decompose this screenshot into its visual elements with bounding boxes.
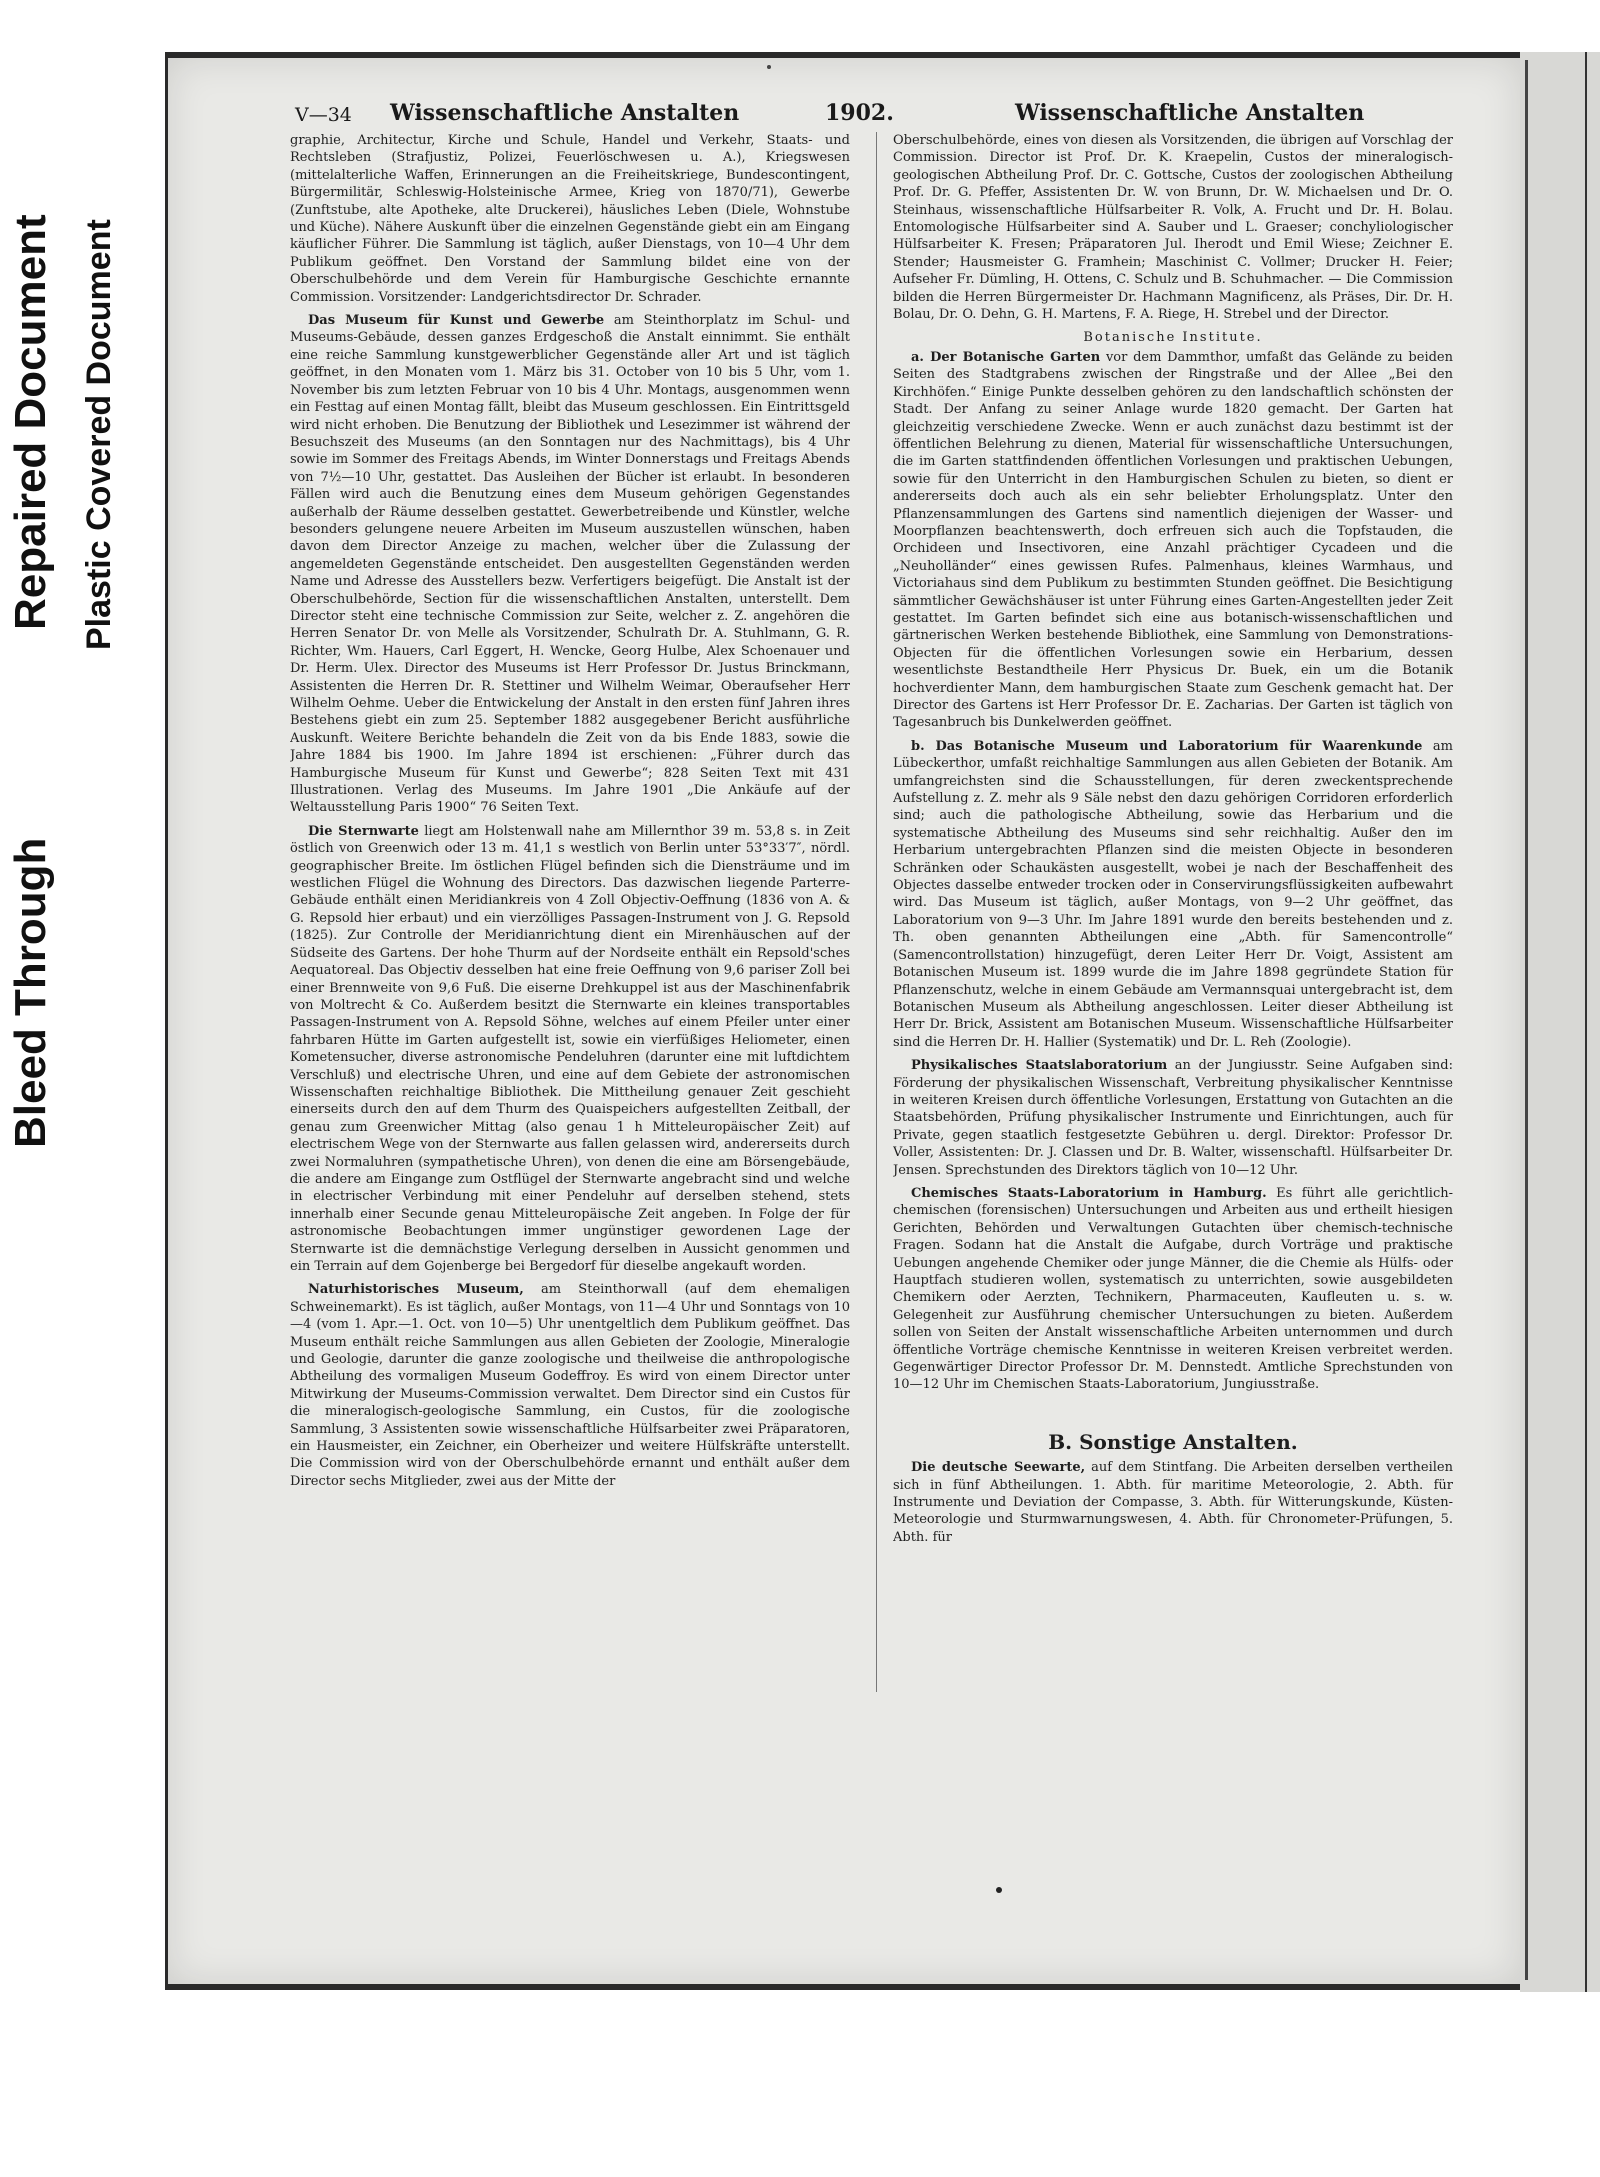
ink-dot-top: [767, 65, 771, 69]
heading-naturhistorisches: Naturhistorisches Museum,: [308, 1282, 524, 1298]
paragraph-physikalisches: [893, 1057, 1453, 1179]
paragraph-naturhistorisches: [290, 1281, 850, 1490]
heading-kunst-gewerbe: Das Museum für Kunst und Gewerbe: [308, 313, 605, 329]
label-plastic-covered-document: Plastic Covered Document: [80, 219, 118, 650]
text-column-right: [893, 132, 1453, 1752]
column-divider: [876, 132, 877, 1692]
page-edge-line-outer: [1585, 52, 1587, 1992]
heading-botanische-institute: Botanische Institute.: [1083, 330, 1263, 346]
text-sternwarte: liegt am Holstenwall nahe am Millernthor 39 m. 53,8 s. in Zeit östlich von Greenwich oder 13 m. 41,1 s westlich von Berlin unter 53°33′7″, nördl. geographischer Breite. Im östlichen Flügel befinden sich die Diensträume und im westlichen Flügel die Wohnung des Directors. Das dazwischen liegende Parterre-Gebäude enthält einen Meridiankreis von 4 Zoll Objectiv-Oeffnung (1836 von A. & G. Repsold hier erbaut) und ein vierzölliges Passagen-Instrument von J. G. Repsold (1825). Zur Controlle der Meridianrichtung dient ein Mirenhäuschen auf der Südseite des Gartens. Der hohe Thurm auf der Nordseite enthält ein Repsold'sches Aequatoreal. Das Objectiv desselben hat eine freie Oeffnung von 9,6 pariser Zoll bei einer Brennweite von 9,6 Fuß. Die eiserne Drehkuppel ist aus der Maschinenfabrik von Moltrecht & Co. Außerdem besitzt die Sternwarte ein kleines transportables Passagen-Instrument von A. Repsold Söhne, welches auf einem Pfeiler unter einer fahrbaren Hütte im Garten aufgestellt ist, sowie ein vierfüßiges Heliometer, einen Kometensucher, diverse astronomische Pendeluhren (darunter eine mit luftdichtem Verschluß) und electrische Uhren, und eine auf dem Gebiete der astronomischen Wissenschaften reichhaltige Bibliothek. Die Mittheilung genauer Zeit geschieht einerseits durch den auf dem Thurm des Quaispeichers aufgestellten Zeitball, der genau zum Greenwicher Mittag (also genau 1 h Mitteleuropäischer Zeit) auf electrischem Wege von der Sternwarte aus fallen gelassen wird, andererseits durch zwei Normaluhren (sympathetische Uhren), von denen die eine am Börsengebäude, die andere am Eingange zum Ostflügel der Sternwarte angebracht sind und welche in electrischer Verbindung mit einer Pendeluhr auf derselben stehend, stets innerhalb einer Secunde genau Mitteleuropäische Zeit angeben. In Folge der für astronomische Beobachtungen immer ungünstiger gewordenen Lage der Sternwarte ist die demnächstige Verlegung derselben in Aussicht genommen und ein Terrain auf dem Gojenberge bei Bergedorf für dieselbe angekauft worden.: [290, 823, 850, 1274]
heading-seewarte: Die deutsche Seewarte,: [911, 1460, 1086, 1476]
scan-top-margin: [0, 0, 1600, 52]
page-edge-line: [1525, 60, 1528, 1980]
header-title-right: Wissenschaftliche Anstalten: [1015, 100, 1365, 126]
page-right-edge: [1520, 52, 1600, 1992]
page-header: [295, 100, 1465, 132]
text-physikalisches: an der Jungiusstr. Seine Aufgaben sind: Förderung der physikalischen Wissenschaft, Verbreitung physikalischer Kenntnisse in weiteren Kreisen durch öffentliche Vorlesungen, Erstattung von Gutachten an die Staatsbehörden, Prüfung physikalischer Instrumente und Einrichtungen, auch für Private, gegen staatlich festgesetzte Gebühren u. dergl. Direktor: Professor Dr. Voller, Assistenten: Dr. J. Classen und Dr. B. Walter, wissenschaftl. Hülfsarbeiter Dr. Jensen. Sprechstunden des Direktors täglich von 10—12 Uhr.: [893, 1058, 1453, 1178]
text-kunst-gewerbe: am Steinthorplatz im Schul- und Museums-Gebäude, dessen ganzes Erdgeschoß die Anstalt einnimmt. Sie enthält eine reiche Sammlung kunstgewerblicher Gegenstände aller Art und ist täglich geöffnet, in den Monaten vom 1. März bis 31. October von 10 bis 5 Uhr, vom 1. November bis zum letzten Februar von 10 bis 4 Uhr. Montags, ausgenommen wenn ein Festtag auf einen Montag fällt, bleibt das Museum geschlossen. Ein Eintrittsgeld wird nicht erhoben. Die Benutzung der Bibliothek und Lesezimmer ist während der Besuchszeit des Museums (an den Sonntagen nur des Nachmittags), bis 4 Uhr sowie im Sommer des Freitags Abends, im Winter Donnerstags und Freitags Abends von 7½—10 Uhr, gestattet. Das Ausleihen der Bücher ist erlaubt. In besonderen Fällen wird auch die Benutzung eines dem Museum gehörigen Gegenstandes außerhalb der Räume desselben gestattet. Gewerbetreibende und Künstler, welche besonders gelungene neuere Arbeiten im Museum auszustellen wünschen, haben davon dem Director Anzeige zu machen, welcher über die Zulassung der angemeldeten Gegenstände entscheidet. Den ausgestellten Gegenständen werden Name und Adresse des Ausstellers bezw. Verfertigers beigefügt. Die Anstalt ist der Oberschulbehörde, Section für die wissenschaftlichen Anstalten, unterstellt. Dem Director steht eine technische Commission zur Seite, welcher z. Z. angehören die Herren Senator Dr. von Melle als Vorsitzender, Schulrath Dr. A. Stuhlmann, G. R. Richter, Wm. Hauers, Carl Eggert, H. Wencke, Georg Hulbe, Alex Schoenauer und Dr. Herm. Ulex. Director des Museums ist Herr Professor Dr. Justus Brinckmann, Assistenten die Herren Dr. R. Stettiner und Wilhelm Weimar, Oberaufseher Herr Wilhelm Oehme. Ueber die Entwickelung der Anstalt in den ersten fünf Jahren ihres Bestehens giebt ein zum 25. September 1882 ausgegebener Bericht ausführliche Auskunft. Weitere Berichte behandeln die Zeit von da bis Ende 1883, sowie die Jahre 1884 bis 1900. Im Jahre 1894 ist erschienen: „Führer durch das Hamburgische Museum für Kunst und Gewerbe“; 828 Seiten Text mit 431 Illustrationen. Verlag des Museums. Im Jahre 1901 „Die Ankäufe auf der Weltausstellung Paris 1900“ 76 Seiten Text.: [290, 313, 850, 816]
ink-dot-bottom: [996, 1887, 1002, 1893]
heading-botanisches-museum: b. Das Botanische Museum und Laboratorium für Waarenkunde: [911, 738, 1423, 754]
text-botanisches-museum: am Lübeckerthor, umfaßt reichhaltige Sammlungen aus allen Gebieten der Botanik. Am umfangreichsten sind die Schausstellungen, für deren zweckentsprechende Aufstellung z. Z. mehr als 9 Säle nebst den dazu gehörigen Corridoren erforderlich sind; auch die pathologische Abtheilung, sowie das Herbarium und die systematische Abtheilung des Museums sind sehr reichhaltig. Außer den im Herbarium untergebrachten Pflanzen sind die meisten Objecte in besonderen Schränken oder Schaukästen ausgestellt, wobei je nach der Beschaffenheit des Objectes dasselbe entweder trocken oder in Conservirungsflüssigkeiten aufbewahrt wird. Das Museum ist täglich, außer Montags, von 9—2 Uhr geöffnet, das Laboratorium von 9—3 Uhr. Im Jahre 1891 wurde den bereits bestehenden und z. Th. oben genannten Abtheilungen eine „Abth. für Samencontrolle“ (Samencontrollstation) hinzugefügt, deren Leiter Herr Dr. Voigt, Assistent am Botanischen Museum ist. 1899 wurde die im Jahre 1898 gegründete Station für Pflanzenschutz, welche in einem Gebäude am Vermannsquai untergebracht ist, dem Botanischen Museum als Abtheilung angeschlossen. Leiter dieser Abtheilung ist Herr Dr. Brick, Assistent am Botanischen Museum. Wissenschaftliche Hülfsarbeiter sind die Herren Dr. H. Hallier (Systematik) und Dr. L. Reh (Zoologie).: [893, 738, 1453, 1050]
scan-bottom-margin: [0, 1990, 1600, 2177]
paragraph-museum-history: graphie, Architectur, Kirche und Schule, Handel und Verkehr, Staats- und Rechtsleben (Strafjustiz, Polizei, Feuerlöschwesen u. A.), Kriegswesen (mittelalterliche Waffen, Erinnerungen an die Freiheitskriege, Bundescontingent, Bürgermilitär, Schleswig-Holsteinische Armee, Krieg von 1870/71), Gewerbe (Zunftstube, alte Apotheke, alte Druckerei), häusliches Leben (Diele, Wohnstube und Küche). Nähere Auskunft über die einzelnen Gegenstände giebt ein am Eingang käuflicher Führer. Die Sammlung ist täglich, außer Dienstags, von 10—4 Uhr dem Publikum geöffnet. Den Vorstand der Sammlung bildet eine von der Oberschulbehörde und dem Verein für Hamburgische Geschichte ernannte Commission. Vorsitzender: Landgerichtsdirector Dr. Schrader.: [290, 133, 850, 305]
heading-botanischer-garten: a. Der Botanische Garten: [911, 349, 1101, 365]
heading-sonstige-anstalten: B. Sonstige Anstalten.: [1048, 1429, 1298, 1454]
paragraph-sternwarte: [290, 823, 850, 1276]
paragraph-kunst-gewerbe: [290, 312, 850, 817]
label-bleed-through: Bleed Through: [6, 837, 55, 1148]
heading-sternwarte: Die Sternwarte: [308, 823, 419, 839]
paragraph-seewarte: [893, 1459, 1453, 1546]
header-title-left: Wissenschaftliche Anstalten: [390, 100, 740, 126]
text-naturhistorisches: am Steinthorwall (auf dem ehemaligen Schweinemarkt). Es ist täglich, außer Montags, von 11—4 Uhr und Sonntags von 10—4 (vom 1. Apr.—1. Oct. von 10—5) Uhr unentgeltlich dem Publikum geöffnet. Das Museum enthält reiche Sammlungen aus allen Gebieten der Zoologie, Mineralogie und Geologie, darunter die ganze zoologische und theilweise die anthropologische Abtheilung des vormaligen Museum Godeffroy. Es wird von einem Director unter Mitwirkung der Museums-Commission verwaltet. Dem Director sind ein Custos für die mineralogisch-geologische Sammlung, ein Custos, für die zoologische Sammlung, 3 Assistenten sowie wissenschaftliche Hülfsarbeiter zwei Präparatoren, ein Hausmeister, ein Zeichner, ein Oberheizer und weitere Hülfskräfte unterstellt. Die Commission wird von der Oberschulbehörde ernannt und enthält außer dem Director sechs Mitglieder, zwei aus der Mitte der: [290, 1282, 850, 1489]
paragraph-chemisches: [893, 1185, 1453, 1394]
text-chemisches: Es führt alle gerichtlich-chemischen (forensischen) Untersuchungen und Arbeiten aus und ertheilt hiesigen Gerichten, Behörden und Verwaltungen Gutachten über chemisch-technische Fragen. Sodann hat die Anstalt die Aufgabe, durch Vorträge und praktische Uebungen angehende Chemiker oder junge Männer, die die Chemie als Hülfs- oder Hauptfach studieren wollen, systematisch zu unterrichten, sowie ausgebildeten Chemikern oder Aerzten, Technikern, Pharmaceuten, Kaufleuten u. s. w. Gelegenheit zur Ausführung chemischer Untersuchungen zu bieten. Außerdem sollen von Seiten der Anstalt wissenschaftliche Arbeiten unternommen und durch öffentliche Vorträge chemische Kenntnisse in weiteren Kreisen verbreitet werden. Gegenwärtiger Director Professor Dr. M. Dennstedt. Amtliche Sprechstunden von 10—12 Uhr im Chemischen Staats-Laboratorium, Jungiusstraße.: [893, 1185, 1453, 1393]
heading-chemisches: Chemisches Staats-Laboratorium in Hamburg.: [911, 1185, 1267, 1201]
paragraph-botanisches-museum: [893, 738, 1453, 1051]
heading-physikalisches: Physikalisches Staatslaboratorium: [911, 1058, 1168, 1074]
text-column-left: [290, 132, 850, 1752]
page-number: V—34: [295, 104, 352, 126]
paragraph-commission: Oberschulbehörde, eines von diesen als Vorsitzenden, die übrigen auf Vorschlag der Commission. Director ist Prof. Dr. K. Kraepelin, Custos der mineralogisch-geologischen Abtheilung Prof. Dr. C. Gottsche, Custos der zoologischen Abtheilung Prof. Dr. G. Pfeffer, Assistenten Dr. W. von Brunn, Dr. W. Michaelsen und Dr. O. Steinhaus, wissenschaftliche Hülfsarbeiter R. Volk, A. Frucht und Dr. H. Bolau. Entomologische Hülfsarbeiter sind A. Sauber und L. Graeser; conchyliologischer Hülfsarbeiter K. Fresen; Präparatoren Jul. Iherodt und Emil Wiese; Zeichner E. Stender; Hausmeister G. Framhein; Maschinist C. Vollmer; Drucker H. Feier; Aufseher Fr. Dümling, H. Ottens, C. Schulz und B. Schuhmacher. — Die Commission bilden die Herren Bürgermeister Dr. Hachmann Magnificenz, als Präses, Dir. Dr. H. Bolau, Dr. O. Dehn, G. H. Martens, F. A. Riege, H. Strebel und der Director.: [893, 133, 1453, 323]
paragraph-botanischer-garten: [893, 349, 1453, 732]
header-year: 1902.: [825, 100, 894, 126]
text-botanischer-garten: vor dem Dammthor, umfaßt das Gelände zu beiden Seiten des Stadtgrabens zwischen der Ringstraße und der Allee „Bei den Kirchhöfen.“ Einige Punkte desselben gehören zu den landschaftlich schönsten der Stadt. Der Anfang zu seiner Anlage wurde 1820 gemacht. Der Garten hat gleichzeitig verschiedene Zwecke. Wenn er auch zunächst dazu bestimmt ist der öffentlichen Belehrung zu dienen, Material für wissenschaftliche Untersuchungen, die im Garten stattfindenden öffentlichen Vorlesungen und praktischen Uebungen, sowie für den Unterricht in den Hamburgischen Schulen zu bieten, so dient er andererseits doch auch als ein sehr beliebter Erholungsplatz. Unter den Pflanzensammlungen des Gartens sind namentlich diejenigen der Wasser- und Moorpflanzen beachtenswerth, doch erfreuen sich auch die Topfstauden, die Orchideen und Insectivoren, eine Anzahl prächtiger Cycadeen und die „Neuholländer“ eines gewissen Rufes. Palmenhaus, kleines Warmhaus, und Victoriahaus sind dem Publikum zu bestimmten Stunden geöffnet. Die Besichtigung sämmtlicher Gewächshäuser ist unter Führung eines Garten-Angestellten jeder Zeit gestattet. Im Garten befindet sich eine aus botanisch-wissenschaftlichen und gärtnerischen Werken bestehende Bibliothek, eine Sammlung von Demonstrations-Objecten für die öffentlichen Vorlesungen sowie ein Herbarium, dessen wesentlichste Bestandtheile Herr Physicus Dr. Buek, ein um die Botanik hochverdienter Mann, dem hamburgischen Staate zum Geschenk gemacht hat. Der Director des Gartens ist Herr Professor Dr. E. Zacharias. Der Garten ist täglich von Tagesanbruch bis Dunkelwerden geöffnet.: [893, 349, 1453, 731]
text-seewarte: auf dem Stintfang. Die Arbeiten derselben vertheilen sich in fünf Abtheilungen. 1. Abth. für maritime Meteorologie, 2. Abth. für Instrumente und Deviation der Compasse, 3. Abth. für Witterungskunde, Küsten-Meteorologie und Sturmwarnungswesen, 4. Abth. für Chronometer-Prüfungen, 5. Abth. für: [893, 1460, 1453, 1545]
label-repaired-document: Repaired Document: [6, 214, 55, 630]
